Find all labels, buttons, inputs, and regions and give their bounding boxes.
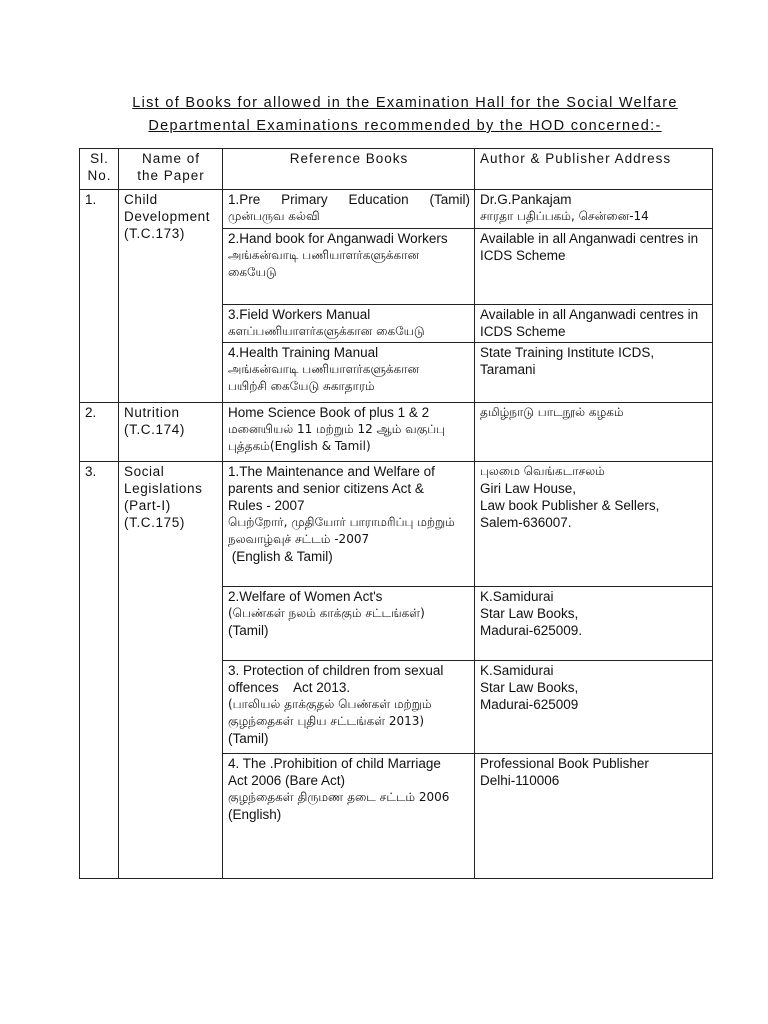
author-cell: Professional Book Publisher Delhi-110006 xyxy=(475,754,713,879)
document-title-line-1: List of Books for allowed in the Examination Hall for the Social Welfare xyxy=(132,95,678,111)
sl-number-cell: 2. xyxy=(80,403,119,462)
header-slno: Sl. No. xyxy=(80,149,119,190)
author-cell: புலமை வெங்கடாசலம் Giri Law House, Law book Publisher & Sellers, Salem-636007. xyxy=(475,462,713,587)
book-cell: 4. The .Prohibition of child Marriage Act 2006 (Bare Act) குழந்தைகள் திருமண தடை சட்டம் 2006 (English) xyxy=(223,754,475,879)
header-reference-books: Reference Books xyxy=(223,149,475,190)
reference-books-table xyxy=(79,148,713,879)
author-cell: Dr.G.Pankajam சாரதா பதிப்பகம், சென்னை-14 xyxy=(475,190,713,229)
header-paper-name: Name of the Paper xyxy=(119,149,223,190)
book-cell: 3.Field Workers Manual களப்பணியாளர்களுக்கான கையேடு xyxy=(223,305,475,343)
book-cell: 2.Hand book for Anganwadi Workers அங்கன்வாடி பணியாளர்களுக்கான கையேடு xyxy=(223,229,475,305)
table-row xyxy=(80,190,713,229)
paper-name-cell: Social Legislations (Part-I) (T.C.175) xyxy=(119,462,223,879)
header-author-publisher: Author & Publisher Address xyxy=(475,149,713,190)
book-cell: 3. Protection of children from sexual offences Act 2013. (பாலியல் தாக்குதல் பெண்கள் மற்றும் குழந்தைகள் புதிய சட்டங்கள் 2013) (Tamil) xyxy=(223,661,475,754)
paper-name-cell: Nutrition (T.C.174) xyxy=(119,403,223,462)
sl-number-cell: 3. xyxy=(80,462,119,879)
paper-name-cell: Child Development (T.C.173) xyxy=(119,190,223,403)
book-cell: 2.Welfare of Women Act's (பெண்கள் நலம் காக்கும் சட்டங்கள்) (Tamil) xyxy=(223,587,475,661)
book-cell: 1.The Maintenance and Welfare of parents and senior citizens Act & Rules - 2007 பெற்றோர், முதியோர் பாராமரிப்பு மற்றும் நலவாழ்வுச் சட்டம் -2007 (English & Tamil) xyxy=(223,462,475,587)
book-cell: 4.Health Training Manual அங்கன்வாடி பணியாளர்களுக்கான பயிற்சி கையேடு சுகாதாரம் xyxy=(223,343,475,403)
author-cell: K.Samidurai Star Law Books, Madurai-625009. xyxy=(475,587,713,661)
table-row xyxy=(80,403,713,462)
author-cell: Available in all Anganwadi centres in ICDS Scheme xyxy=(475,305,713,343)
book-cell: 1.Pre Primary Education (Tamil) முன்பருவ கல்வி xyxy=(223,190,475,229)
table-header-row xyxy=(80,149,713,190)
author-cell: தமிழ்நாடு பாடநூல் கழகம் xyxy=(475,403,713,462)
author-cell: K.Samidurai Star Law Books, Madurai-625009 xyxy=(475,661,713,754)
book-cell: Home Science Book of plus 1 & 2 மனையியல் 11 மற்றும் 12 ஆம் வகுப்பு புத்தகம்(English & Tamil) xyxy=(223,403,475,462)
sl-number-cell: 1. xyxy=(80,190,119,403)
author-cell: Available in all Anganwadi centres in ICDS Scheme xyxy=(475,229,713,305)
document-title-line-2: Departmental Examinations recommended by the HOD concerned:- xyxy=(148,118,662,134)
table-row xyxy=(80,462,713,587)
author-cell: State Training Institute ICDS, Taramani xyxy=(475,343,713,403)
